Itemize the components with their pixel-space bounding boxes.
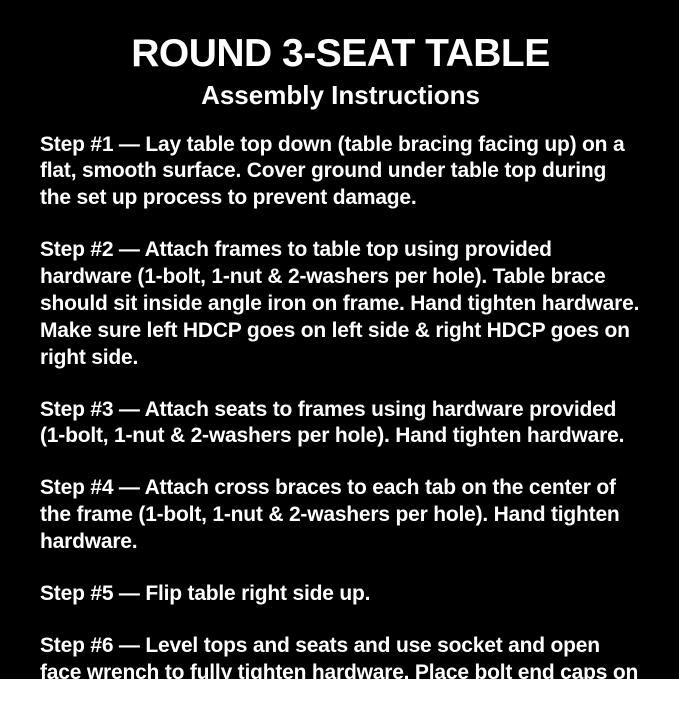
steps-list	[40, 132, 641, 713]
page-subtitle: Assembly Instructions	[201, 79, 480, 110]
step-6-paragraph: Step #6 — Level tops and seats and use socket and open face wrench to fully tighten hardware. Place bolt end caps on bolt ends.	[40, 633, 639, 711]
header	[40, 34, 641, 110]
page-title: ROUND 3-SEAT TABLE	[131, 32, 550, 75]
step-3-paragraph: Step #3 — Attach seats to frames using hardware provided (1-bolt, 1-nut & 2-washers per hole). Hand tighten hardware.	[40, 397, 625, 448]
step-5-paragraph: Step #5 — Flip table right side up.	[40, 581, 371, 605]
step-4-paragraph: Step #4 — Attach cross braces to each tab on the center of the frame (1-bolt, 1-nut & 2-washers per hole). Hand tighten hardware.	[40, 476, 620, 554]
step-2-paragraph: Step #2 — Attach frames to table top using provided hardware (1-bolt, 1-nut & 2-washers per hole). Table brace should sit inside angle iron on frame. Hand tighten hardware. Make sure left HDCP goes on left side & right HDCP goes on right side.	[40, 238, 640, 369]
step-1-paragraph: Step #1 — Lay table top down (table bracing facing up) on a flat, smooth surface. Cover ground under table top during the set up process to prevent damage.	[40, 132, 625, 210]
